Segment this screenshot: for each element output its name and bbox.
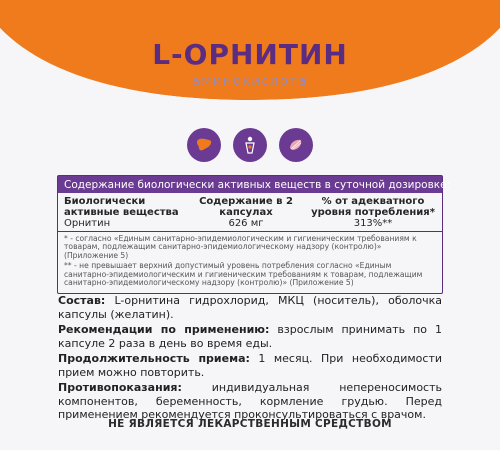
duration-text: 1 месяц. При необходимости прием можно повторить.	[58, 352, 442, 379]
usage-text: взрослым принимать по 1 капсуле 2 раза в день во время еды.	[58, 323, 442, 350]
product-title: L-ОРНИТИН	[152, 38, 348, 71]
composition-text: L-орнитина гидрохлорид, МКЦ (носитель), оболочка капсулы (желатин).	[58, 294, 442, 321]
usage-paragraph	[58, 323, 442, 350]
column-header-substance: Биологически активные вещества	[64, 196, 179, 218]
benefit-icons	[187, 128, 313, 162]
contra-label: Противопоказания:	[58, 381, 182, 394]
table-body	[58, 193, 442, 231]
note-1: * - согласно «Единым санитарно-эпидемиологическим и гигиеническим требованиям к товарам, подлежащим санитарно-эпидемиологическому надзору (контролю)» (Приложение 5)	[64, 234, 417, 260]
table-header: Содержание биологически активных веществ в суточной дозировке:	[58, 176, 442, 193]
composition-paragraph	[58, 294, 442, 321]
table-notes	[58, 232, 442, 293]
note-2: ** - не превышает верхний допустимый уровень потребления согласно «Единым санитарно-эпидемиологическим и гигиеническим требованиям к товарам, подлежащим санитарно-эпидемиологическому надзору (контролю)» (Приложение 5)	[64, 261, 423, 288]
contra-text: индивидуальная непереносимость компонентов, беременность, кормление грудью. Перед применением рекомендуется проконсультироваться с врачом.	[58, 381, 442, 421]
muscle-icon	[279, 128, 313, 162]
row-substance: Орнитин	[64, 218, 111, 229]
column-header-percent: % от адекватного уровня потребления*	[311, 196, 435, 218]
column-header-amount: Содержание в 2 капсулах	[199, 196, 293, 218]
liver-icon	[187, 128, 221, 162]
disclaimer-text: НЕ ЯВЛЯЕТСЯ ЛЕКАРСТВЕННЫМ СРЕДСТВОМ	[108, 418, 392, 430]
product-subtitle: аминокислота	[192, 74, 308, 89]
product-info	[58, 294, 442, 424]
row-amount: 626 мг	[228, 218, 264, 229]
nutrition-table	[57, 175, 451, 294]
contra-paragraph	[58, 381, 442, 422]
row-percent: 313%**	[353, 218, 393, 229]
duration-paragraph	[58, 352, 442, 379]
duration-label: Продолжительность приема:	[58, 352, 250, 365]
usage-label: Рекомендации по применению:	[58, 323, 270, 336]
composition-label: Состав:	[58, 294, 106, 307]
body-icon	[233, 128, 267, 162]
